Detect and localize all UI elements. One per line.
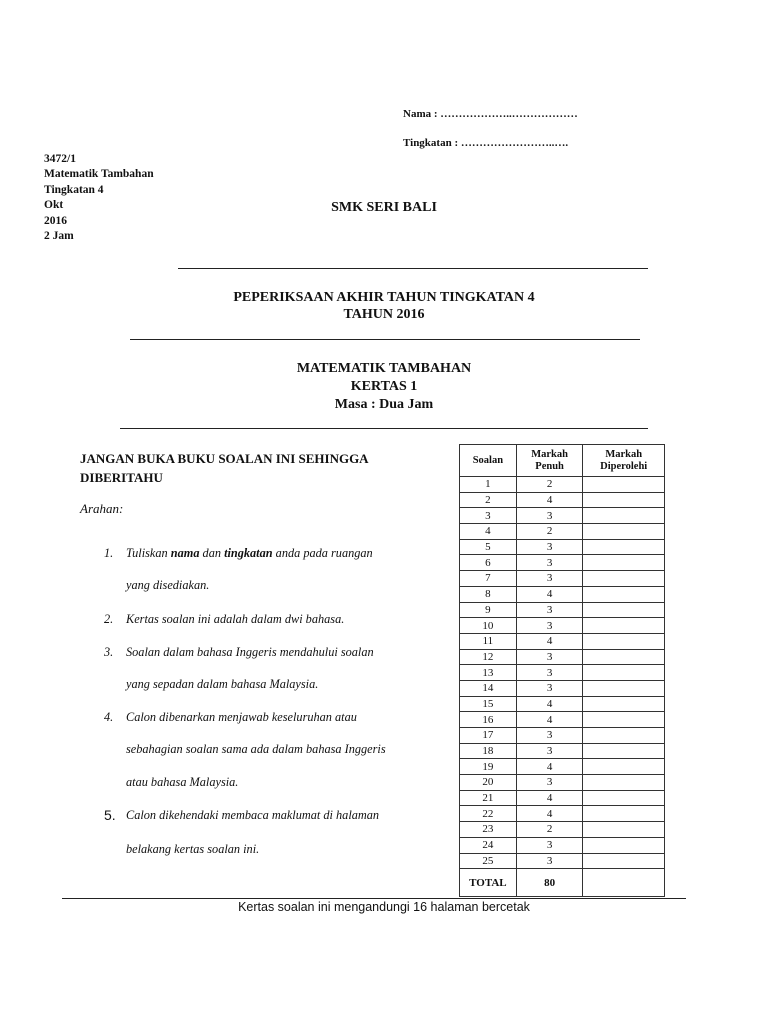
- table-row: [460, 665, 665, 681]
- full-marks-cell: 4: [516, 586, 583, 602]
- marks-obtained-cell[interactable]: [583, 665, 665, 681]
- full-marks-cell: 3: [516, 728, 583, 744]
- marks-obtained-cell[interactable]: [583, 696, 665, 712]
- full-marks-cell: 3: [516, 539, 583, 555]
- paper-month: Okt: [44, 199, 64, 212]
- exam-title-line2: TAHUN 2016: [343, 307, 425, 322]
- marks-obtained-cell[interactable]: [583, 743, 665, 759]
- question-number-cell: 18: [460, 743, 517, 759]
- marks-obtained-cell[interactable]: [583, 586, 665, 602]
- table-row: [460, 743, 665, 759]
- exam-title-line1: PEPERIKSAAN AKHIR TAHUN TINGKATAN 4: [233, 290, 535, 305]
- question-number-cell: 2: [460, 492, 517, 508]
- question-number-cell: 20: [460, 775, 517, 791]
- full-marks-cell: 3: [516, 837, 583, 853]
- table-row: [460, 712, 665, 728]
- full-marks-cell: 4: [516, 696, 583, 712]
- question-number-cell: 22: [460, 806, 517, 822]
- marks-obtained-cell[interactable]: [583, 649, 665, 665]
- marks-obtained-cell[interactable]: [583, 492, 665, 508]
- paper-title: [0, 360, 768, 414]
- full-marks-cell: 3: [516, 775, 583, 791]
- marks-obtained-cell[interactable]: [583, 728, 665, 744]
- table-row: [460, 837, 665, 853]
- divider-2: [130, 339, 640, 340]
- footer-divider: [62, 898, 686, 899]
- table-row: [460, 633, 665, 649]
- marks-table: [459, 444, 665, 897]
- class-field[interactable]: Tingkatan : ……………………..….: [403, 137, 569, 149]
- full-marks-cell: 3: [516, 618, 583, 634]
- name-field[interactable]: Nama : ………………..………………: [403, 108, 578, 120]
- table-row: [460, 649, 665, 665]
- instruction-4-line3: atau bahasa Malaysia.: [126, 775, 239, 789]
- table-row: [460, 586, 665, 602]
- question-number-cell: 10: [460, 618, 517, 634]
- full-marks-cell: 3: [516, 602, 583, 618]
- instruction-2-line1: Kertas soalan ini adalah dalam dwi bahasa.: [126, 612, 345, 626]
- marks-obtained-cell[interactable]: [583, 853, 665, 869]
- instruction-1-text-a: Tuliskan: [126, 546, 171, 560]
- table-row: [460, 618, 665, 634]
- instruction-5-line1: Calon dikehendaki membaca maklumat di halaman: [126, 808, 380, 822]
- paper-duration: 2 Jam: [44, 230, 74, 243]
- marks-obtained-cell[interactable]: [583, 712, 665, 728]
- marks-obtained-cell[interactable]: [583, 477, 665, 493]
- table-row: [460, 524, 665, 540]
- full-marks-cell: 4: [516, 806, 583, 822]
- table-row: [460, 728, 665, 744]
- full-marks-cell: 2: [516, 524, 583, 540]
- question-number-cell: 12: [460, 649, 517, 665]
- question-number-cell: 11: [460, 633, 517, 649]
- full-marks-cell: 3: [516, 555, 583, 571]
- full-marks-cell: 3: [516, 680, 583, 696]
- table-row: [460, 759, 665, 775]
- marks-obtained-cell[interactable]: [583, 680, 665, 696]
- table-row: [460, 492, 665, 508]
- full-marks-cell: 4: [516, 492, 583, 508]
- paper-title-time: Masa : Dua Jam: [334, 397, 434, 412]
- question-number-cell: 23: [460, 822, 517, 838]
- table-row: [460, 508, 665, 524]
- marks-obtained-cell[interactable]: [583, 633, 665, 649]
- full-marks-cell: 3: [516, 743, 583, 759]
- table-row: [460, 539, 665, 555]
- full-marks-cell: 4: [516, 712, 583, 728]
- question-number-cell: 16: [460, 712, 517, 728]
- question-number-cell: 13: [460, 665, 517, 681]
- marks-obtained-cell[interactable]: [583, 806, 665, 822]
- table-row: [460, 822, 665, 838]
- instruction-5-number: 5.: [104, 807, 116, 823]
- total-full-marks: 80: [516, 869, 583, 897]
- header-question: Soalan: [460, 445, 517, 477]
- warning-text: JANGAN BUKA BUKU SOALAN INI SEHINGGA DIBERITAHU: [80, 451, 368, 485]
- instruction-2-number: 2.: [104, 612, 114, 626]
- full-marks-cell: 4: [516, 633, 583, 649]
- instruction-1-bold-class: tingkatan: [224, 546, 273, 560]
- instruction-4-number: 4.: [104, 710, 114, 724]
- full-marks-cell: 4: [516, 790, 583, 806]
- table-row: [460, 555, 665, 571]
- header-full-marks: Markah Penuh: [516, 445, 583, 477]
- table-header-row: [460, 445, 665, 477]
- marks-table-body: [460, 477, 665, 869]
- marks-obtained-cell[interactable]: [583, 508, 665, 524]
- question-number-cell: 7: [460, 571, 517, 587]
- marks-obtained-cell[interactable]: [583, 539, 665, 555]
- marks-obtained-cell[interactable]: [583, 524, 665, 540]
- paper-year: 2016: [44, 214, 67, 227]
- question-number-cell: 6: [460, 555, 517, 571]
- instruction-1-text-b: dan: [199, 546, 225, 560]
- question-number-cell: 5: [460, 539, 517, 555]
- school-name: SMK SERI BALI: [331, 200, 437, 215]
- marks-obtained-cell[interactable]: [583, 790, 665, 806]
- question-number-cell: 25: [460, 853, 517, 869]
- instruction-4-line1: Calon dibenarkan menjawab keseluruhan atau: [126, 710, 357, 724]
- total-row: [460, 869, 665, 897]
- table-row: [460, 477, 665, 493]
- page-count-note: Kertas soalan ini mengandungi 16 halaman bercetak: [238, 900, 530, 914]
- instruction-1-text-c: anda pada ruangan: [272, 546, 373, 560]
- table-row: [460, 790, 665, 806]
- question-number-cell: 19: [460, 759, 517, 775]
- question-number-cell: 3: [460, 508, 517, 524]
- exam-title: [0, 289, 768, 323]
- question-number-cell: 4: [460, 524, 517, 540]
- marks-obtained-cell[interactable]: [583, 759, 665, 775]
- table-row: [460, 602, 665, 618]
- instruction-1-number: 1.: [104, 546, 114, 560]
- question-number-cell: 1: [460, 477, 517, 493]
- table-row: [460, 680, 665, 696]
- table-row: [460, 853, 665, 869]
- marks-obtained-cell[interactable]: [583, 555, 665, 571]
- marks-obtained-cell[interactable]: [583, 618, 665, 634]
- question-number-cell: 17: [460, 728, 517, 744]
- full-marks-cell: 3: [516, 853, 583, 869]
- full-marks-cell: 4: [516, 759, 583, 775]
- question-number-cell: 8: [460, 586, 517, 602]
- table-row: [460, 571, 665, 587]
- paper-subject: Matematik Tambahan: [44, 168, 154, 181]
- header-marks-obtained: Markah Diperolehi: [583, 445, 665, 477]
- total-label: TOTAL: [460, 869, 517, 897]
- instruction-1-bold-name: nama: [170, 546, 200, 560]
- full-marks-cell: 3: [516, 508, 583, 524]
- full-marks-cell: 3: [516, 665, 583, 681]
- question-number-cell: 14: [460, 680, 517, 696]
- paper-title-number: KERTAS 1: [350, 379, 418, 394]
- marks-obtained-cell[interactable]: [583, 775, 665, 791]
- instructions-heading: Arahan:: [80, 501, 124, 516]
- instruction-3-number: 3.: [104, 645, 114, 659]
- full-marks-cell: 3: [516, 571, 583, 587]
- instruction-5-line2: belakang kertas soalan ini.: [126, 842, 260, 856]
- marks-obtained-cell[interactable]: [583, 837, 665, 853]
- instruction-3-line1: Soalan dalam bahasa Inggeris mendahului soalan: [126, 645, 374, 659]
- instruction-1-line1: [126, 546, 373, 561]
- marks-obtained-cell[interactable]: [583, 602, 665, 618]
- paper-form: Tingkatan 4: [44, 183, 104, 196]
- full-marks-cell: 2: [516, 477, 583, 493]
- instruction-1-line2: yang disediakan.: [126, 578, 210, 592]
- paper-info-block: [44, 152, 154, 244]
- question-number-cell: 24: [460, 837, 517, 853]
- divider-1: [178, 268, 648, 269]
- full-marks-cell: 3: [516, 649, 583, 665]
- total-marks-obtained[interactable]: [583, 869, 665, 897]
- table-row: [460, 696, 665, 712]
- question-number-cell: 9: [460, 602, 517, 618]
- divider-3: [120, 428, 648, 429]
- marks-obtained-cell[interactable]: [583, 571, 665, 587]
- table-row: [460, 806, 665, 822]
- full-marks-cell: 2: [516, 822, 583, 838]
- instruction-3-line2: yang sepadan dalam bahasa Malaysia.: [126, 677, 319, 691]
- question-number-cell: 21: [460, 790, 517, 806]
- question-number-cell: 15: [460, 696, 517, 712]
- instruction-4-line2: sebahagian soalan sama ada dalam bahasa Inggeris: [126, 742, 386, 756]
- paper-code: 3472/1: [44, 153, 76, 165]
- table-row: [460, 775, 665, 791]
- paper-title-subject: MATEMATIK TAMBAHAN: [296, 361, 472, 376]
- marks-obtained-cell[interactable]: [583, 822, 665, 838]
